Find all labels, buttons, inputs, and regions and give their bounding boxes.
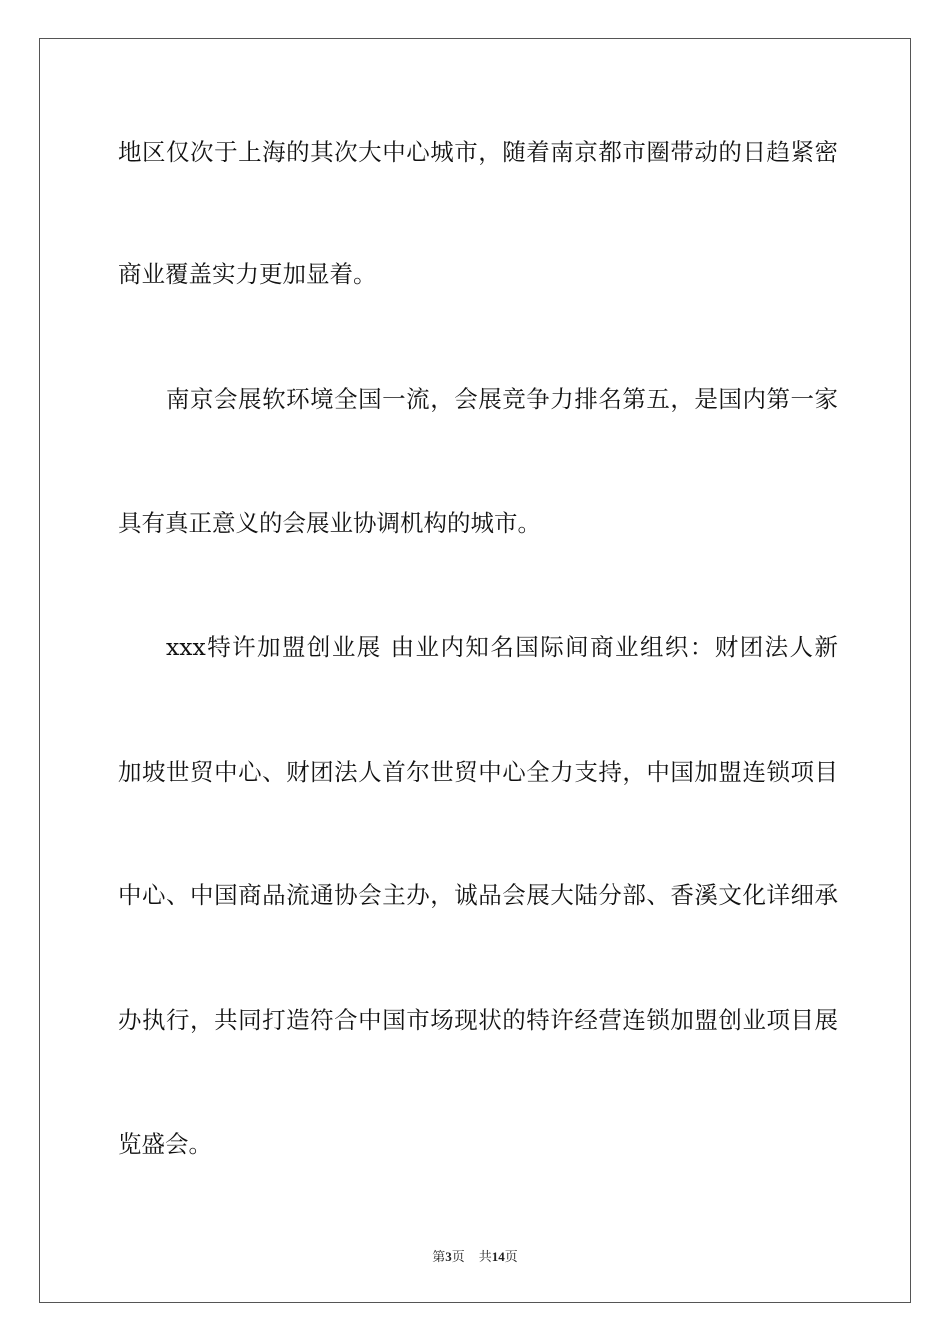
footer-page-prefix: 第 [432, 1249, 446, 1264]
body-line-6: 加坡世贸中心、财团法人首尔世贸中心全力支持，中国加盟连锁项目 [118, 758, 838, 786]
body-line-8: 办执行，共同打造符合中国市场现状的特许经营连锁加盟创业项目展 [118, 1006, 838, 1034]
body-line-5: xxx特许加盟创业展 由业内知名国际间商业组织：财团法人新 [166, 633, 838, 661]
body-line-7: 中心、中国商品流通协会主办，诚品会展大陆分部、香溪文化详细承 [118, 881, 838, 909]
body-line-1: 地区仅次于上海的其次大中心城市，随着南京都市圈带动的日趋紧密 [118, 138, 838, 166]
page-footer [0, 1249, 950, 1265]
body-line-3: 南京会展软环境全国一流，会展竞争力排名第五，是国内第一家 [166, 385, 838, 413]
body-line-2: 商业覆盖实力更加显着。 [118, 260, 377, 288]
footer-total-unit: 页 [504, 1249, 518, 1264]
footer-total-prefix: 共 [478, 1249, 492, 1264]
body-line-9: 览盛会。 [118, 1130, 212, 1158]
footer-page-total: 14 [491, 1249, 505, 1264]
body-line-4: 具有真正意义的会展业协调机构的城市。 [118, 509, 541, 537]
footer-page-current: 3 [445, 1249, 452, 1264]
footer-page-unit: 页 [451, 1249, 465, 1264]
page-border [39, 38, 911, 1303]
